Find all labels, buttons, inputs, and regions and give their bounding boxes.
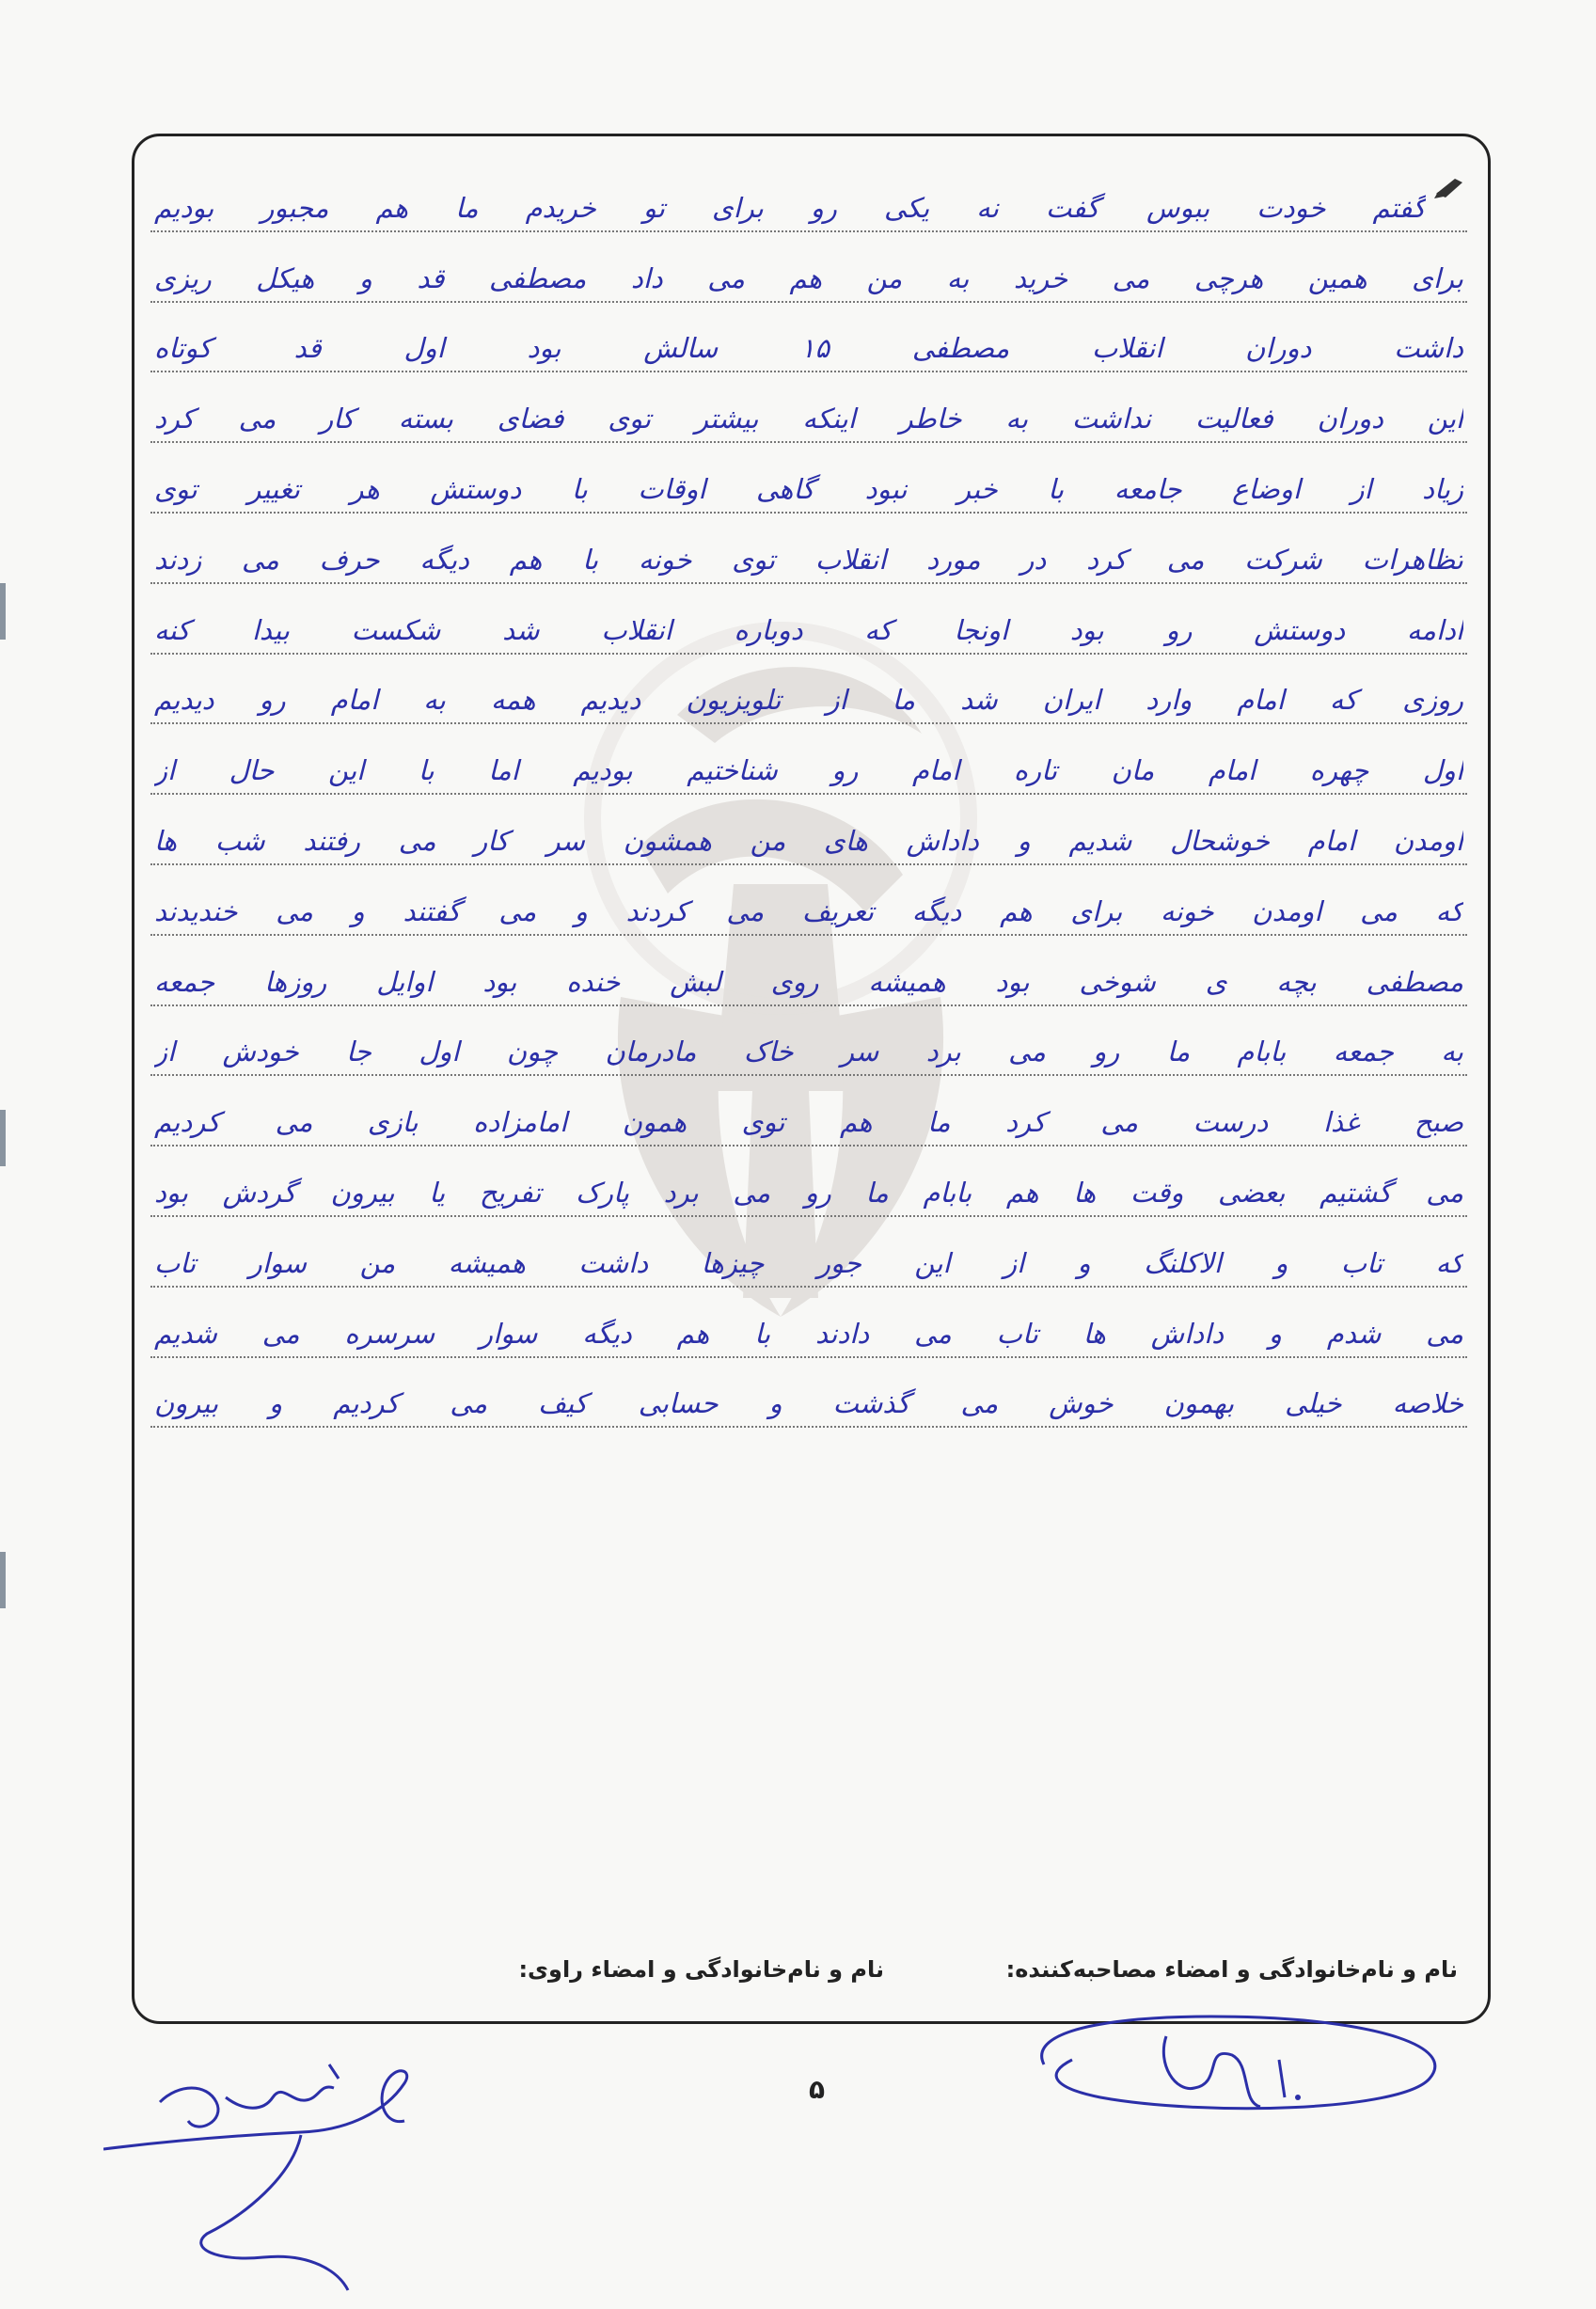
handwritten-line: گفتم خودت ببوس گفت نه یکی رو برای تو خریدم ما هم مجبور بودیم (154, 191, 1426, 224)
ruled-line (150, 732, 1467, 802)
ruled-line (150, 1014, 1467, 1084)
ruled-line (150, 1154, 1467, 1225)
interviewer-signature (1016, 2008, 1448, 2121)
handwritten-line: اول چهره امام مان تاره امام رو شناختیم بودیم اما با این حال از (154, 754, 1463, 787)
handwritten-line: داشت دوران انقلاب مصطفی ۱۵ سالش بود اول قد کوتاه (154, 332, 1463, 365)
handwritten-line: مصطفی بچه ی شوخی بود همیشه روی لبش خنده بود اوایل روزها جمعه (154, 965, 1463, 998)
handwritten-line: که تاب و الاکلنگ و از این جور چیزها داشت همیشه من سوار تاب (154, 1246, 1463, 1279)
handwritten-line: خلاصه خیلی بهمون خوش می گذشت و حسابی کیف می کردیم و بیرون (154, 1387, 1463, 1420)
narrator-signature-label: نام و نام‌خانوادگی و امضاء راوی: (518, 1956, 884, 1983)
handwritten-line: می شدم و داداش ها تاب می دادند با هم دیگه سوار سرسره می شدیم (154, 1317, 1463, 1350)
narrator-signature (103, 2046, 470, 2300)
handwritten-narrative (150, 169, 1467, 1435)
handwritten-line: ادامه دوستش رو بود اونجا که دوباره انقلاب شد شکست بیدا کنه (154, 613, 1463, 646)
ruled-line (150, 1083, 1467, 1154)
handwritten-line: صبح غذا درست می کرد ما هم توی همون امامزاده بازی می کردیم (154, 1106, 1463, 1139)
binding-edge-mark (0, 583, 6, 640)
ruled-line (150, 1366, 1467, 1436)
ruled-line (150, 240, 1467, 310)
ruled-line (150, 451, 1467, 521)
ruled-line (150, 873, 1467, 943)
ruled-line (150, 662, 1467, 733)
pen-icon (1432, 173, 1466, 201)
ruled-line (150, 169, 1467, 240)
handwritten-line: این دوران فعالیت نداشت به خاطر اینکه بیشتر توی فضای بسته کار می کرد (154, 403, 1463, 435)
handwritten-line: زیاد از اوضاع جامعه با خبر نبود گاهی اوقات با دوستش هر تغییر توی (154, 472, 1463, 505)
ruled-line (150, 380, 1467, 451)
binding-edge-mark (0, 1552, 6, 1608)
handwritten-line: روزی که امام وارد ایران شد ما از تلویزیون دیدیم همه به امام رو دیدیم (154, 684, 1463, 717)
ruled-line (150, 943, 1467, 1014)
ruled-line (150, 802, 1467, 873)
ruled-line (150, 592, 1467, 662)
handwritten-line: اومدن امام خوشحال شدیم و داداش های من همشون سر کار می رفتند شب ها (154, 824, 1463, 857)
handwritten-line: که می اومدن خونه برای هم دیگه تعریف می کردند و می گفتند و می خندیدند (154, 894, 1463, 927)
ruled-line (150, 1225, 1467, 1295)
interviewer-signature-label: نام و نام‌خانوادگی و امضاء مصاحبه‌کننده: (1005, 1956, 1458, 1983)
ruled-line (150, 1295, 1467, 1366)
handwritten-line: تظاهرات شرکت می کرد در مورد انقلاب توی خونه با هم دیگه حرف می زدند (154, 543, 1463, 576)
signature-labels (150, 1947, 1467, 1994)
binding-edge-mark (0, 1110, 6, 1166)
handwritten-line: به جمعه بابام ما رو می برد سر خاک مادرمان چون اول جا خودش از (154, 1036, 1463, 1068)
handwritten-line: برای همین هرچی می خرید به من هم می داد مصطفی قد و هیکل ریزی (154, 261, 1463, 294)
handwritten-line: می گشتیم بعضی وقت ها هم بابام ما رو می برد پارک تفریح یا بیرون گردش بود (154, 1176, 1463, 1209)
ruled-line (150, 521, 1467, 592)
page-number: ۵ (809, 2074, 826, 2105)
ruled-line (150, 310, 1467, 381)
